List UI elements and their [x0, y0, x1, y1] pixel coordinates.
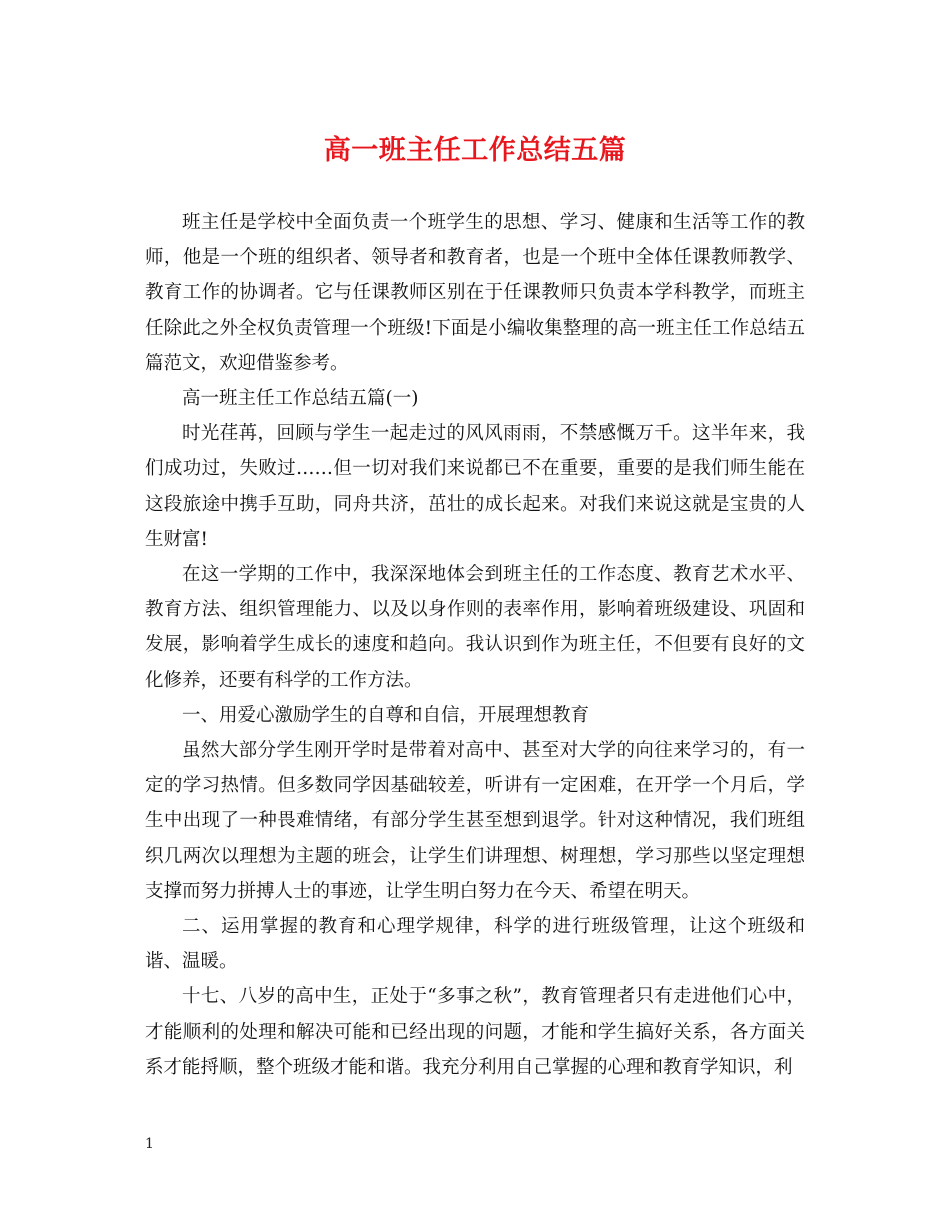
page-number: 1 [145, 1136, 154, 1152]
body-paragraph: 十七、八岁的高中生，正处于“多事之秋”，教育管理者只有走进他们心中，才能顺利的处理和解决可能和已经出现的问题，才能和学生搞好关系，各方面关系才能捋顺，整个班级才能和谐。我充分利用自己掌握的心理和教育学知识，利 [145, 986, 805, 1078]
subheading-paragraph: 一、用爱心激励学生的自尊和自信，开展理想教育 [182, 704, 590, 726]
document-title: 高一班主任工作总结五篇 [323, 135, 627, 166]
intro-paragraph: 班主任是学校中全面负责一个班学生的思想、学习、健康和生活等工作的教师，他是一个班的组织者、领导者和教育者，也是一个班中全体任课教师教学、教育工作的协调者。它与任课教师区别在于任课教师只负责本学科教学，而班主任除此之外全权负责管理一个班级!下面是小编收集整理的高一班主任工作总结五篇范文，欢迎借鉴参考。 [145, 212, 806, 374]
section-heading: 高一班主任工作总结五篇(一) [182, 388, 419, 410]
subheading-paragraph: 二、运用掌握的教育和心理学规律，科学的进行班级管理，让这个班级和谐、温暖。 [145, 916, 805, 973]
body-paragraph: 虽然大部分学生刚开学时是带着对高中、甚至对大学的向往来学习的，有一定的学习热情。但多数同学因基础较差，听讲有一定困难，在开学一个月后，学生中出现了一种畏难情绪，有部分学生甚至想到退学。针对这种情况，我们班组织几两次以理想为主题的班会，让学生们讲理想、树理想，学习那些以坚定理想支撑而努力拼搏人士的事迹，让学生明白努力在今天、希望在明天。 [145, 740, 805, 902]
body-paragraph: 时光荏苒，回顾与学生一起走过的风风雨雨，不禁感慨万千。这半年来，我们成功过，失败过……但一切对我们来说都已不在重要，重要的是我们师生能在这段旅途中携手互助，同舟共济，茁壮的成长起来。对我们来说这就是宝贵的人生财富! [145, 423, 805, 550]
document-body [145, 205, 805, 1085]
body-paragraph: 在这一学期的工作中，我深深地体会到班主任的工作态度、教育艺术水平、教育方法、组织管理能力、以及以身作则的表率作用，影响着班级建设、巩固和发展，影响着学生成长的速度和趋向。我认识到作为班主任，不但要有良好的文化修养，还要有科学的工作方法。 [145, 564, 805, 691]
